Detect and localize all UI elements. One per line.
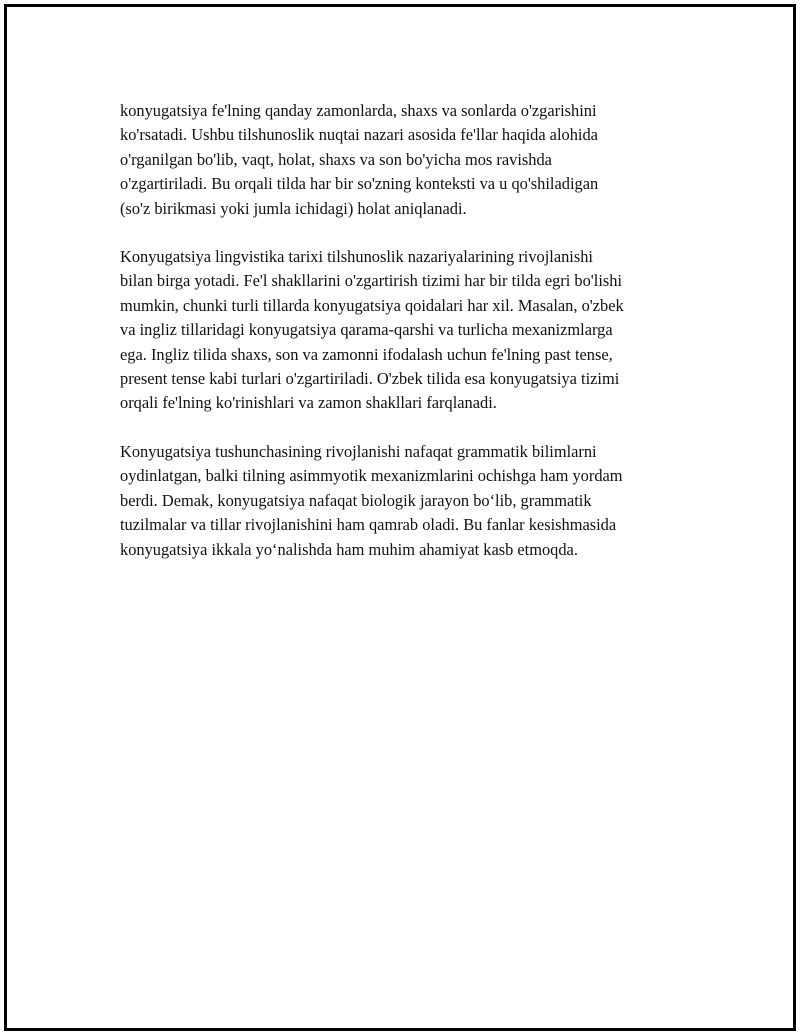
text-line: o'rganilgan bo'lib, vaqt, holat, shaxs va son bo'yicha mos ravishda	[120, 149, 552, 169]
text-line: berdi. Demak, konyugatsiya nafaqat biologik jarayon bo‘lib, grammatik	[120, 490, 592, 510]
document-body	[120, 99, 690, 586]
page-frame	[4, 4, 796, 1031]
text-line: oydinlatgan, balki tilning asimmyotik mexanizmlarini ochishga ham yordam	[120, 466, 623, 486]
text-line: o'zgartiriladi. Bu orqali tilda har bir so'zning konteksti va u qo'shiladigan	[120, 174, 599, 194]
text-line: present tense kabi turlari o'zgartiriladi. O'zbek tilida esa konyugatsiya tizimi	[120, 369, 620, 389]
paragraph-1	[120, 99, 690, 221]
text-line: orqali fe'lning ko'rinishlari va zamon shakllari farqlanadi.	[120, 393, 497, 413]
text-line: konyugatsiya fe'lning qanday zamonlarda, shaxs va sonlarda o'zgarishini	[120, 101, 597, 120]
text-line: konyugatsiya ikkala yo‘nalishda ham muhim ahamiyat kasb etmoqda.	[120, 539, 578, 559]
text-line: Konyugatsiya lingvistika tarixi tilshunoslik nazariyalarining rivojlanishi	[120, 247, 593, 267]
text-line: va ingliz tillaridagi konyugatsiya qarama-qarshi va turlicha mexanizmlarga	[120, 320, 613, 340]
text-line: bilan birga yotadi. Fe'l shakllarini o'zgartirish tizimi har bir tilda egri bo'lishi	[120, 271, 622, 291]
paragraph-3	[120, 440, 690, 562]
text-line: mumkin, chunki turli tillarda konyugatsiya qoidalari har xil. Masalan, o'zbek	[120, 295, 624, 315]
text-line: tuzilmalar va tillar rivojlanishini ham qamrab oladi. Bu fanlar kesishmasida	[120, 515, 617, 535]
paragraph-2	[120, 245, 690, 416]
text-line: (so'z birikmasi yoki jumla ichidagi) holat aniqlanadi.	[120, 198, 467, 218]
text-line: Konyugatsiya tushunchasining rivojlanishi nafaqat grammatik bilimlarni	[120, 441, 597, 461]
text-line: ko'rsatadi. Ushbu tilshunoslik nuqtai nazari asosida fe'llar haqida alohida	[120, 125, 598, 145]
text-line: ega. Ingliz tilida shaxs, son va zamonni ifodalash uchun fe'lning past tense,	[120, 344, 613, 364]
